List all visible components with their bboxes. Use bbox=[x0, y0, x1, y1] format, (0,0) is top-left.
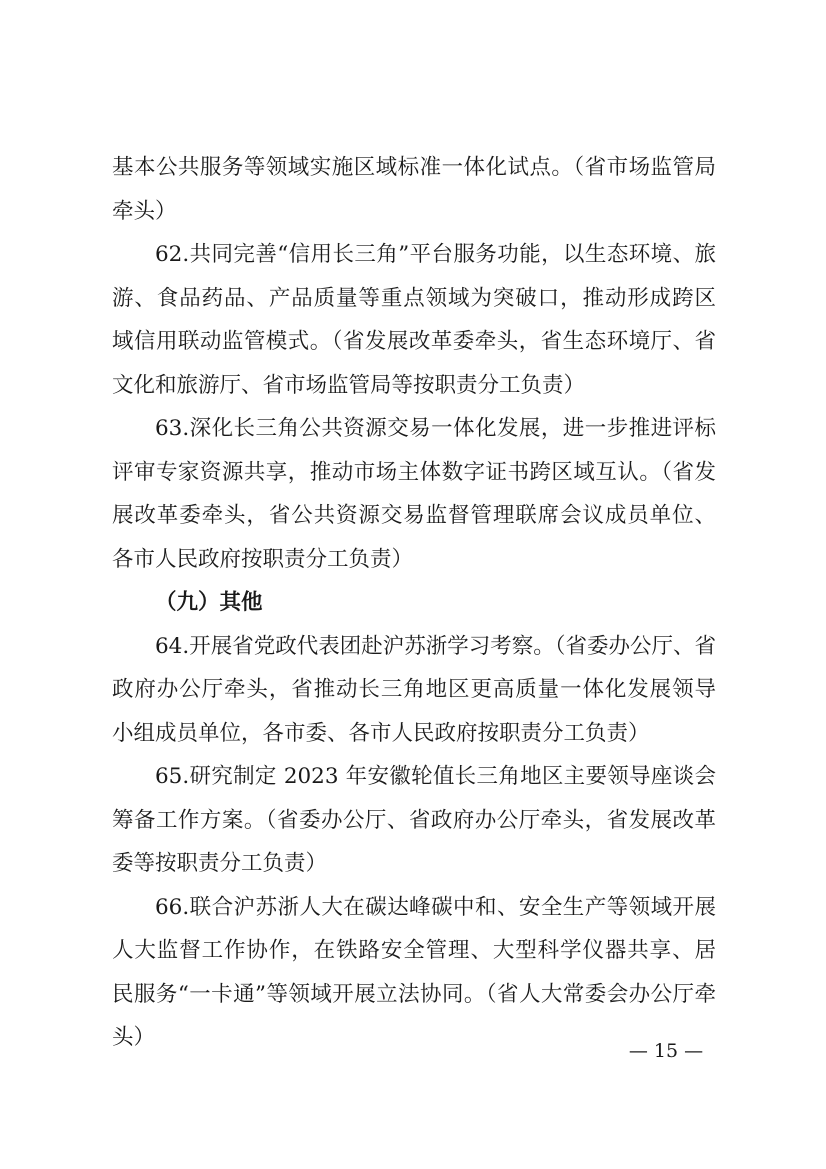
text-line: 游、食品药品、产品质量等重点领域为突破口，推动形成跨区 bbox=[112, 286, 716, 311]
text-line: 头） bbox=[112, 1025, 156, 1050]
text-line: 小组成员单位，各市委、各市人民政府按职责分工负责） bbox=[112, 721, 650, 746]
text-line: 评审专家资源共享，推动市场主体数字证书跨区域互认。（省发 bbox=[112, 460, 716, 485]
text-line: 各市人民政府按职责分工负责） bbox=[112, 547, 414, 572]
text-line: 域信用联动监管模式。（省发展改革委牵头，省生态环境厅、省 bbox=[112, 329, 716, 354]
item-64-line: 64.开展省党政代表团赴沪苏浙学习考察。（省委办公厅、省 bbox=[155, 634, 716, 659]
text-line: 政府办公厅牵头，省推动长三角地区更高质量一体化发展领导 bbox=[112, 677, 716, 702]
item-66-line: 66.联合沪苏浙人大在碳达峰碳中和、安全生产等领域开展 bbox=[155, 895, 716, 920]
text-line: 基本公共服务等领域实施区域标准一体化试点。（省市场监管局 bbox=[112, 155, 716, 180]
text-line: 牵头） bbox=[112, 199, 177, 224]
item-62-line: 62.共同完善“信用长三角”平台服务功能，以生态环境、旅 bbox=[155, 242, 716, 267]
text-line: 文化和旅游厅、省市场监管局等按职责分工负责） bbox=[112, 373, 586, 398]
page-number: — 15 — bbox=[628, 1040, 704, 1062]
section-heading: （九）其他 bbox=[155, 590, 263, 615]
item-65-line: 65.研究制定 2023 年安徽轮值长三角地区主要领导座谈会 bbox=[155, 764, 716, 789]
text-line: 筹备工作方案。（省委办公厅、省政府办公厅牵头，省发展改革 bbox=[112, 808, 716, 833]
text-line: 展改革委牵头，省公共资源交易监督管理联席会议成员单位、 bbox=[112, 503, 716, 528]
text-line: 委等按职责分工负责） bbox=[112, 851, 328, 876]
text-line: 人大监督工作协作，在铁路安全管理、大型科学仪器共享、居 bbox=[112, 938, 716, 963]
item-63-line: 63.深化长三角公共资源交易一体化发展，进一步推进评标 bbox=[155, 416, 716, 441]
text-line: 民服务“一卡通”等领域开展立法协同。（省人大常委会办公厅牵 bbox=[112, 982, 716, 1007]
